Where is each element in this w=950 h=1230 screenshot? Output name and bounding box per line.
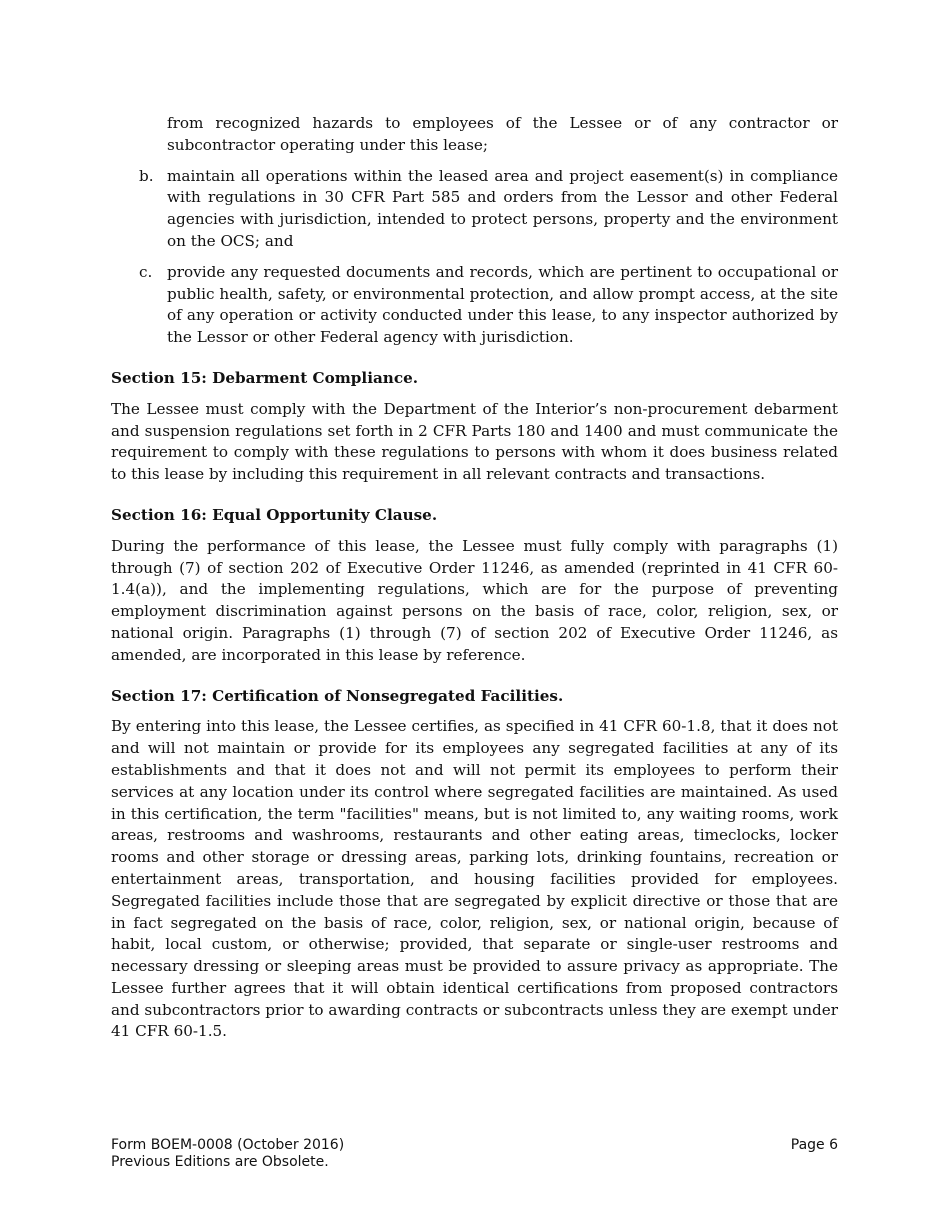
list-item-c [111, 262, 838, 349]
form-id: Form BOEM-0008 (October 2016) [111, 1137, 345, 1153]
list-item-text: maintain all operations within the leased area and project easement(s) in compliance with regulations in 30 CFR Part 585 and orders from the Lessor and other Federal agencies with jurisdiction, intended to protect persons, property and the environment on the OCS; and [167, 166, 838, 250]
page-footer [111, 1137, 838, 1171]
list-item-b [111, 166, 838, 253]
section-16-body: During the performance of this lease, the Lessee must fully comply with paragraphs (1) through (7) of section 202 of Executive Order 11246, as amended (reprinted in 41 CFR 60-1.4(a)), and the implementing regulations, which are for the purpose of preventing employment discrimination against persons on the basis of race, color, religion, sex, or national origin. Paragraphs (1) through (7) of section 202 of Executive Order 11246, as amended, are incorporated in this lease by reference. [111, 536, 838, 664]
list-marker: b. [139, 166, 154, 185]
page-number: Page 6 [790, 1137, 838, 1153]
page-content [111, 113, 838, 1043]
continuation-paragraph: from recognized hazards to employees of the Lessee or of any contractor or subcontractor operating under this lease; [167, 114, 838, 154]
footer-form-info [111, 1137, 344, 1171]
list-marker: c. [139, 262, 153, 281]
section-15-body: The Lessee must comply with the Department of the Interior’s non-procurement debarment and suspension regulations set forth in 2 CFR Parts 180 and 1400 and must communicate the requirement to comply with these regulations to persons with whom it does business related to this lease by including this requirement in all relevant contracts and transactions. [111, 399, 838, 484]
list-item-text: provide any requested documents and records, which are pertinent to occupational or public health, safety, or environmental protection, and allow prompt access, at the site of any operation or activity conducted under this lease, to any inspector authorized by the Lessor or other Federal agency with jurisdiction. [167, 262, 838, 347]
obsolete-note: Previous Editions are Obsolete. [111, 1154, 329, 1170]
section-15-heading: Section 15: Debarment Compliance. [111, 368, 419, 387]
section-17-heading: Section 17: Certification of Nonsegregated Facilities. [111, 686, 564, 705]
section-17-body: By entering into this lease, the Lessee certifies, as specified in 41 CFR 60-1.8, that it does not and will not maintain or provide for its employees any segregated facilities at any of its establishments and that it does not and will not permit its employees to perform their services at any location under its control where segregated facilities are maintained. As used in this certification, the term "facilities" means, but is not limited to, any waiting rooms, work areas, restrooms and washrooms, restaurants and other eating areas, timeclocks, locker rooms and other storage or dressing areas, parking lots, drinking fountains, recreation or entertainment areas, transportation, and housing facilities provided for employees. Segregated facilities include those that are segregated by explicit directive or those that are in fact segregated on the basis of race, color, religion, sex, or national origin, because of habit, local custom, or otherwise; provided, that separate or single-user restrooms and necessary dressing or sleeping areas must be provided to assure privacy as appropriate. The Lessee further agrees that it will obtain identical certifications from proposed contractors and subcontractors prior to awarding contracts or subcontracts unless they are exempt under 41 CFR 60-1.5. [111, 717, 838, 1041]
section-16-heading: Section 16: Equal Opportunity Clause. [111, 505, 438, 524]
